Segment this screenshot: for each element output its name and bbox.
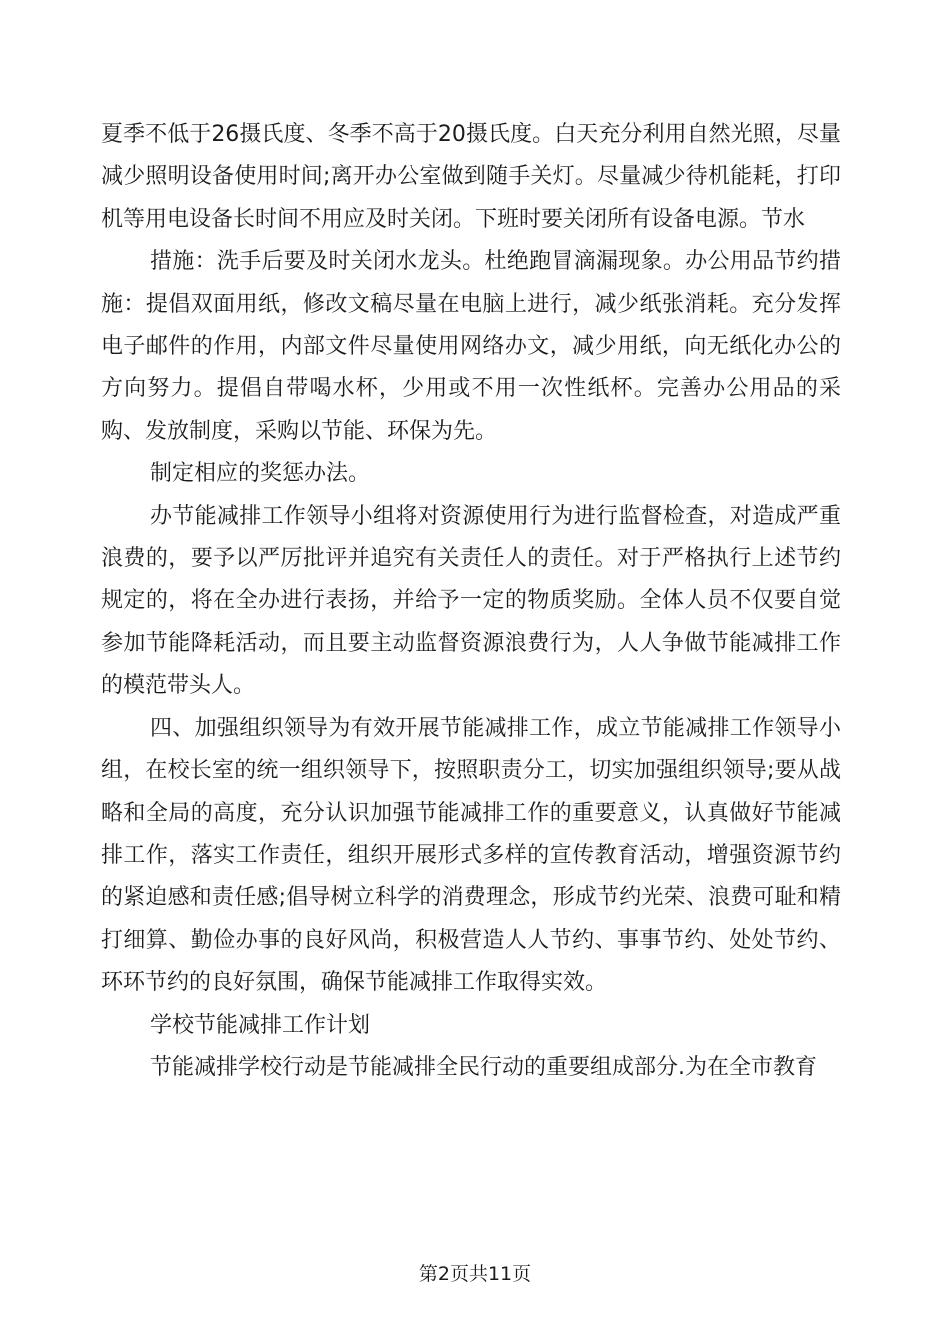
page-number: 第2页共11页 (418, 1263, 532, 1285)
paragraph-intro: 节能减排学校行动是节能减排全民行动的重要组成部分.为在全市教育 (150, 1054, 817, 1080)
paragraph-water-office-supplies: 措施：洗手后要及时关闭水龙头。杜绝跑冒滴漏现象。办公用品节约措施：提倡双面用纸，修改文稿尽量在电脑上进行，减少纸张消耗。充分发挥电子邮件的作用，内部文件尽量使用网络办文，减少用纸，向无纸化办公的方向努力。提倡自带喝水杯，少用或不用一次性纸杯。完善办公用品的采购、发放制度，采购以节能、环保为先。 (101, 249, 841, 444)
paragraph-supervision: 办节能减排工作领导小组将对资源使用行为进行监督检查，对造成严重浪费的，要予以严厉批评并追究有关责任人的责任。对于严格执行上述节约规定的，将在全办进行表扬，并给予一定的物质奖励。全体人员不仅要自觉参加节能降耗活动，而且要主动监督资源浪费行为，人人争做节能减排工作的模范带头人。 (101, 503, 841, 699)
section-title: 学校节能减排工作计划 (150, 1012, 371, 1038)
paragraph-organization: 四、加强组织领导为有效开展节能减排工作，成立节能减排工作领导小组，在校长室的统一组织领导下，按照职责分工，切实加强组织领导;要从战略和全局的高度，充分认识加强节能减排工作的重要意义，认真做好节能减排工作，落实工作责任，组织开展形式多样的宣传教育活动，增强资源节约的紧迫感和责任感;倡导树立科学的消费理念，形成节约光荣、浪费可耻和精打细算、勤俭办事的良好风尚，积极营造人人节约、事事节约、处处节约、环环节约的良好氛围，确保节能减排工作取得实效。 (101, 715, 841, 996)
paragraph-energy-lighting: 夏季不低于26摄氏度、冬季不高于20摄氏度。白天充分利用自然光照，尽量减少照明设备使用时间;离开办公室做到随手关灯。尽量减少待机能耗，打印机等用电设备长时间不用应及时关闭。下班时要关闭所有设备电源。节水 (101, 122, 841, 232)
paragraph-reward-heading: 制定相应的奖惩办法。 (150, 461, 371, 487)
document-body (101, 114, 841, 1089)
